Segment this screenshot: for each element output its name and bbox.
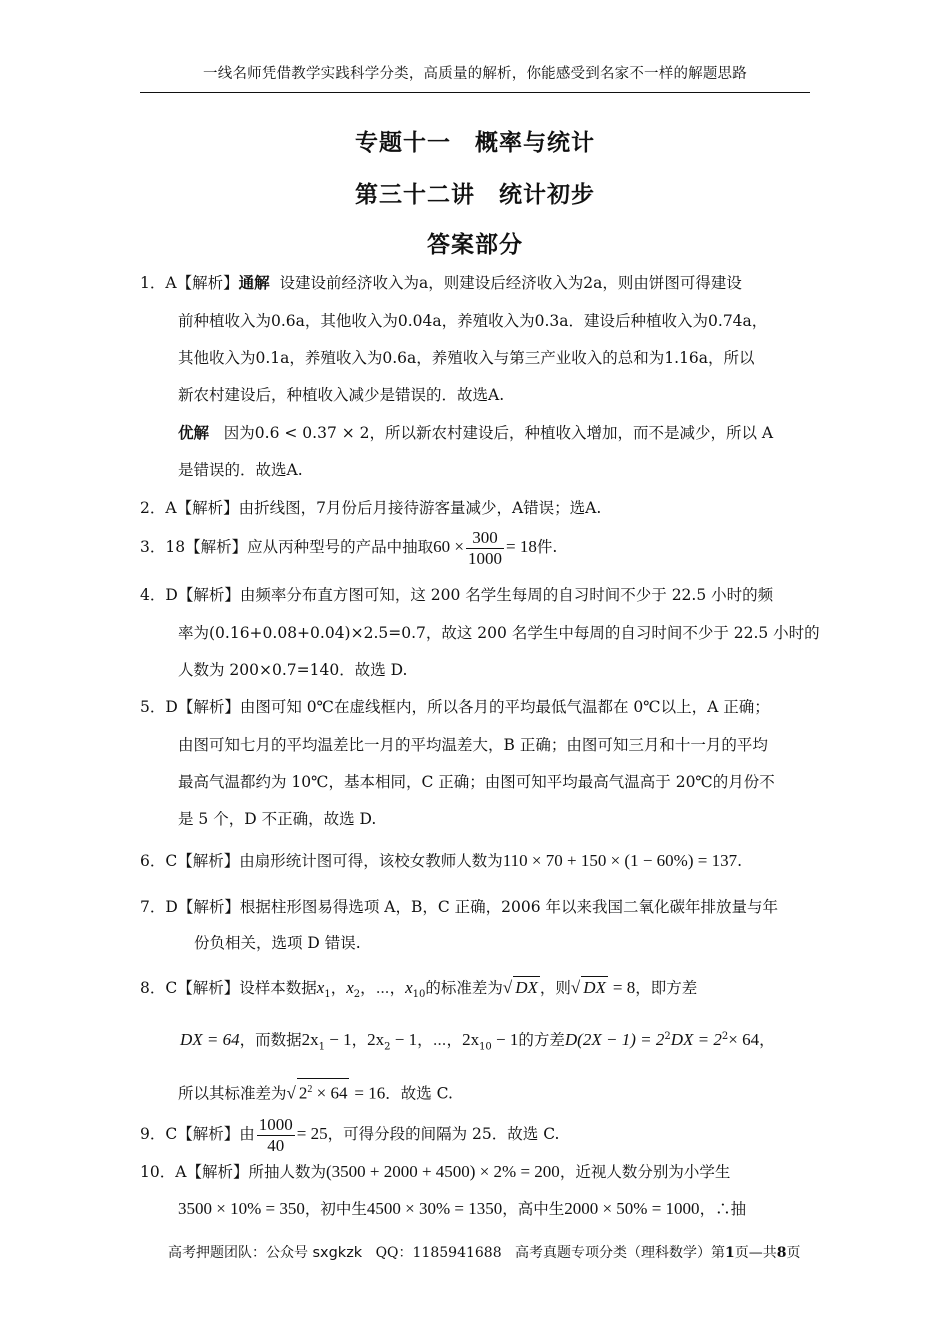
answer-text: 因为0.6 < 0.37 × 2，所以新农村建设后，种植收入增加，而不是减少，所以 A bbox=[223, 424, 774, 442]
header-divider bbox=[140, 92, 810, 93]
math-expression: 110 × 70 + 150 × (1 − 60%) = 137 bbox=[502, 851, 738, 870]
answer-text: 应从丙种型号的产品中抽取 bbox=[247, 538, 434, 556]
answer-4-line-1 bbox=[140, 584, 773, 606]
math-expression: D(2X − 1) = 2 bbox=[564, 1030, 665, 1050]
answer-text: . bbox=[737, 852, 743, 870]
math-variable: x bbox=[346, 978, 354, 997]
method-label: 通解 bbox=[238, 273, 270, 292]
answer-text: 所以其标准差为 bbox=[178, 1084, 287, 1103]
answer-number: 8． bbox=[140, 979, 166, 997]
math-expression: 2000 × 50% = 1000 bbox=[564, 1199, 700, 1218]
footer-total-pages: 8 bbox=[776, 1245, 787, 1261]
math-expression: 60 × bbox=[433, 537, 464, 556]
section-title: 答案部分 bbox=[427, 232, 523, 258]
answer-text: 所抽人数为 bbox=[248, 1163, 326, 1181]
analysis-tag: 【解析】 bbox=[177, 698, 240, 716]
answer-1-line-4: 新农村建设后，种植收入减少是错误的．故选A. bbox=[178, 386, 505, 404]
answer-text: 件. bbox=[536, 538, 558, 556]
topic-title: 专题十一 概率与统计 bbox=[355, 130, 595, 156]
analysis-tag: 【解析】 bbox=[177, 1125, 240, 1143]
answer-1-line-6: 是错误的．故选A. bbox=[178, 461, 303, 479]
math-expression: DX = 64 bbox=[180, 1030, 240, 1050]
fraction bbox=[257, 1115, 295, 1156]
answer-text: ，⋯， bbox=[360, 979, 406, 997]
answer-5-line-4: 是 5 个，D 不正确，故选 D. bbox=[178, 810, 377, 828]
answer-number: 3． bbox=[140, 538, 166, 556]
answer-8-line-1: 8．C【解析】设样本数据$x_1$，$x_2$，⋯，$x_{10}$的标准差为√ DX ，则√ DX = 8，即方差 bbox=[140, 978, 698, 1001]
answer-number: 5． bbox=[140, 698, 166, 716]
page-footer bbox=[168, 1242, 800, 1262]
fraction-numerator: 1000 bbox=[258, 1114, 293, 1134]
answer-5-line-3: 最高气温都约为 10℃，基本相同，C 正确；由图可知平均最高气温高于 20℃的月份不 bbox=[178, 773, 775, 791]
footer-separator: 页—共 bbox=[734, 1245, 777, 1261]
fraction bbox=[466, 528, 504, 569]
answer-8-line-2: DX = 64，而数据$2x_1 - 1$，$2x_2 - 1$，⋯，$2x_{10} - 1$的方差$D(2X - 1) = 2^2DX = 2^2\times 64$， bbox=[180, 1030, 775, 1053]
answer-choice: D bbox=[165, 586, 178, 604]
analysis-tag: 【解析】 bbox=[177, 852, 240, 870]
answer-text: ，初中生 bbox=[304, 1200, 367, 1218]
answer-text: ，近视人数分别为小学生 bbox=[559, 1163, 731, 1181]
math-variable: x bbox=[316, 978, 325, 997]
footer-end: 页 bbox=[786, 1245, 801, 1261]
answer-text: 由折线图，7月份后月接待游客量减少，A错误；选A. bbox=[238, 499, 602, 517]
analysis-tag: 【解析】 bbox=[176, 274, 239, 292]
answer-4-line-3: 人数为 200×0.7=140．故选 D. bbox=[178, 661, 408, 679]
fraction-numerator: 300 bbox=[466, 528, 504, 549]
math-expression: = 8 bbox=[612, 978, 636, 997]
math-expression: (3500 + 2000 + 4500) × 2% = 200 bbox=[325, 1162, 560, 1181]
answer-number: 2． bbox=[140, 499, 166, 517]
answer-text: 由频率分布直方图可知，这 200 名学生每周的自习时间不少于 22.5 小时的频 bbox=[239, 586, 774, 604]
math-expression: 2x bbox=[301, 1030, 319, 1050]
answer-5-line-1 bbox=[140, 696, 770, 718]
answer-number: 7． bbox=[140, 898, 166, 916]
answer-8-line-3: 所以其标准差为√ $2^2 \times 64 = 16$．故选 C. bbox=[178, 1078, 453, 1105]
sqrt-radicand: $2^2 \times 64$ bbox=[297, 1078, 350, 1105]
answer-choice: A bbox=[165, 499, 177, 517]
answer-9-line-1 bbox=[140, 1114, 559, 1156]
answer-text: 设建设前经济收入为a，则建设后经济收入为2a，则由饼图可得建设 bbox=[279, 274, 742, 292]
answer-choice: D bbox=[165, 698, 178, 716]
answer-1-line-2: 前种植收入为0.6a，其他收入为0.04a，养殖收入为0.3a．建设后种植收入为0.74a， bbox=[178, 312, 768, 330]
math-expression: 4500 × 30% = 1350 bbox=[366, 1199, 503, 1218]
answer-number: 6． bbox=[140, 852, 166, 870]
answer-choice: C bbox=[165, 852, 178, 870]
footer-page-number: 1 bbox=[724, 1245, 735, 1261]
analysis-tag: 【解析】 bbox=[177, 586, 240, 604]
answer-1-line-3: 其他收入为0.1a，养殖收入为0.6a，养殖收入与第三产业收入的总和为1.16a，所以 bbox=[178, 349, 755, 367]
sqrt-rest: × 64 bbox=[312, 1083, 348, 1103]
answer-choice: A bbox=[165, 274, 177, 292]
answer-choice: C bbox=[165, 1125, 178, 1143]
answer-5-line-2: 由图可知七月的平均温差比一月的平均温差大，B 正确；由图可知三月和十一月的平均 bbox=[178, 736, 768, 754]
answer-text: 的标准差为 bbox=[425, 979, 503, 997]
math-expression: = 25 bbox=[296, 1124, 328, 1143]
math-expression: − 1 bbox=[325, 1030, 352, 1050]
answer-choice: D bbox=[165, 898, 178, 916]
analysis-tag: 【解析】 bbox=[177, 979, 240, 997]
answer-1-line-1 bbox=[140, 272, 742, 294]
answer-text: 的方差 bbox=[518, 1031, 565, 1050]
subscript: 2 bbox=[353, 989, 361, 1001]
analysis-tag: 【解析】 bbox=[176, 499, 239, 517]
footer-qq: 1185941688 bbox=[412, 1245, 502, 1261]
math-expression: = 16 bbox=[354, 1083, 386, 1103]
subscript: 10 bbox=[412, 989, 426, 1001]
answer-7-line-1 bbox=[140, 896, 778, 918]
answer-text: 设样本数据 bbox=[239, 979, 317, 997]
analysis-tag: 【解析】 bbox=[185, 538, 248, 556]
math-expression: × 64 bbox=[728, 1030, 760, 1050]
subscript: 1 bbox=[324, 989, 331, 1001]
math-expression: 3500 × 10% = 350 bbox=[178, 1199, 305, 1218]
answer-text: 由 bbox=[239, 1125, 255, 1143]
answer-choice: C bbox=[165, 979, 178, 997]
superscript: 2 bbox=[664, 1031, 671, 1042]
answer-7-line-2: 份负相关，选项 D 错误. bbox=[194, 934, 361, 952]
answer-number: 10． bbox=[140, 1163, 176, 1181]
fraction-denominator: 1000 bbox=[467, 548, 502, 568]
answer-4-line-2: 率为(0.16+0.08+0.04)×2.5=0.7，故这 200 名学生中每周的自习时间不少于 22.5 小时的 bbox=[178, 624, 820, 642]
answer-2-line-1 bbox=[140, 497, 601, 519]
page-header-tagline: 一线名师凭借教学实践科学分类，高质量的解析，你能感受到名家不一样的解题思路 bbox=[203, 66, 747, 82]
answer-text: 根据柱形图易得选项 A，B，C 正确，2006 年以来我国二氧化碳年排放量与年 bbox=[239, 898, 779, 916]
answer-text: ，⋯， bbox=[417, 1031, 463, 1050]
answer-choice: 18 bbox=[165, 538, 186, 556]
sqrt-radicand: DX bbox=[583, 978, 606, 997]
method-label: 优解 bbox=[178, 423, 210, 442]
answer-text: ，可得分段的间隔为 25．故选 C. bbox=[327, 1125, 560, 1143]
footer-team: 高考押题团队：公众号 bbox=[168, 1245, 308, 1261]
answer-text: 由扇形统计图可得，该校女教师人数为 bbox=[239, 852, 503, 870]
footer-qq-label: QQ： bbox=[375, 1245, 413, 1261]
answer-text: ，∴抽 bbox=[699, 1200, 747, 1218]
answer-number: 1． bbox=[140, 274, 166, 292]
answer-10-line-2 bbox=[178, 1198, 746, 1220]
fraction-denominator: 40 bbox=[267, 1135, 285, 1155]
answer-3-line-1 bbox=[140, 527, 557, 569]
answer-text: ，即方差 bbox=[635, 979, 698, 997]
math-expression: DX = 2 bbox=[670, 1030, 722, 1050]
footer-account: sxgkzk bbox=[312, 1245, 363, 1261]
answer-1-line-5 bbox=[178, 422, 773, 444]
answer-choice: A bbox=[175, 1163, 187, 1181]
sqrt-radicand: DX bbox=[515, 978, 538, 997]
answer-text: ，而数据 bbox=[239, 1031, 302, 1050]
answer-number: 9． bbox=[140, 1125, 166, 1143]
math-expression: = 18 bbox=[505, 537, 537, 556]
analysis-tag: 【解析】 bbox=[177, 898, 240, 916]
superscript: 2 bbox=[721, 1031, 729, 1042]
answer-6-line-1 bbox=[140, 850, 742, 872]
answer-text: ，则 bbox=[539, 979, 571, 997]
sqrt-base: 2 bbox=[298, 1083, 308, 1103]
answer-text: ，高中生 bbox=[502, 1200, 565, 1218]
answer-number: 4． bbox=[140, 586, 166, 604]
footer-description: 高考真题专项分类（理科数学）第 bbox=[514, 1245, 725, 1261]
answer-10-line-1 bbox=[140, 1161, 730, 1183]
math-variable: x bbox=[405, 978, 413, 997]
analysis-tag: 【解析】 bbox=[186, 1163, 249, 1181]
answer-text: 由图可知 0℃在虚线框内，所以各月的平均最低气温都在 0℃以上，A 正确； bbox=[239, 698, 770, 716]
lecture-title: 第三十二讲 统计初步 bbox=[355, 182, 595, 208]
answer-text: ．故选 C. bbox=[385, 1084, 453, 1103]
